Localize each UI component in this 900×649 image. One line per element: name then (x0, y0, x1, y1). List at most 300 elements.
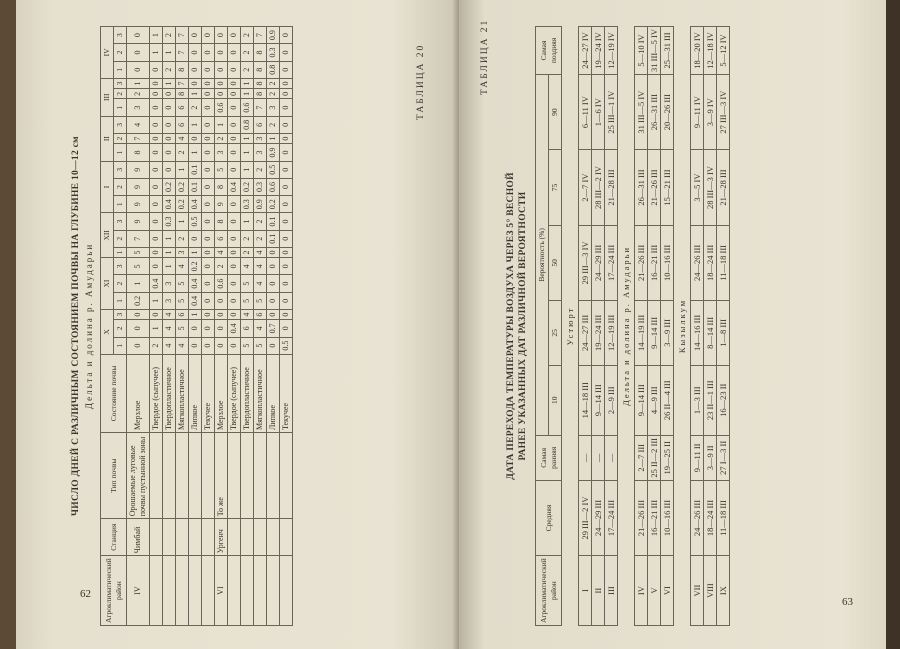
cell-district (280, 556, 293, 626)
cell-value: 0 (202, 78, 215, 88)
cell-date: 9—11 IV (691, 74, 704, 149)
cell-date: 10—16 III (661, 480, 674, 555)
cell-station (241, 519, 254, 556)
cell-value: 8 (254, 89, 267, 99)
cell-value: 0 (228, 258, 241, 275)
cell-value: 3 (254, 134, 267, 144)
cell-value: 0 (202, 116, 215, 133)
cell-value: 4 (215, 247, 228, 257)
cell-value: 0.5 (280, 337, 293, 354)
cell-value: 9 (127, 213, 150, 230)
table-row (176, 27, 189, 626)
cell-value: 0.5 (189, 213, 202, 230)
cell-value: 9 (215, 196, 228, 213)
cell-value: 0 (189, 230, 202, 247)
cell-value: 0 (150, 309, 163, 319)
header-decade: 3 (114, 116, 127, 133)
cell-value: 0 (150, 247, 163, 257)
cell-value: 4 (163, 320, 176, 337)
cell-value: 0 (280, 275, 293, 292)
header-decade: 2 (114, 230, 127, 247)
cell-station (254, 519, 267, 556)
table-row (254, 27, 267, 626)
cell-value: 0 (150, 89, 163, 99)
cell-value: 1 (267, 134, 280, 144)
cell-station (202, 519, 215, 556)
cell-station (228, 519, 241, 556)
table-caption: ЧИСЛО ДНЕЙ С РАЗЛИЧНЫМ СОСТОЯНИЕМ ПОЧВЫ НА ГЛУБИНЕ 10—12 см (71, 136, 81, 516)
cell-value: 0.3 (241, 196, 254, 213)
table-header-row (536, 27, 549, 626)
cell-value: 0.3 (163, 213, 176, 230)
table-row (241, 27, 254, 626)
cell-value: 8 (176, 89, 189, 99)
cell-date: 3—9 III (661, 301, 674, 366)
table-subcaption: Дельта и долина р. Амударьи (84, 242, 94, 410)
cell-value: 2 (163, 27, 176, 44)
table-row (267, 27, 280, 626)
cell-value: 0.5 (267, 161, 280, 178)
cell-soil-type (254, 433, 267, 519)
cell-value: 0 (280, 144, 293, 161)
cell-soil-state: Твердое (сыпучее) (228, 354, 241, 432)
cell-value: 0 (202, 44, 215, 61)
soil-state-table-body (127, 27, 293, 626)
cell-soil-type (202, 433, 215, 519)
header-p50: 50 (549, 225, 562, 300)
table-row (592, 27, 605, 626)
cell-value: 0 (228, 89, 241, 99)
cell-date: 29 III—3 IV (579, 225, 592, 300)
cell-district: VI (215, 556, 228, 626)
cell-date: 24—26 III (691, 480, 704, 555)
cell-value: 0.3 (254, 178, 267, 195)
cell-date: 5—12 IV (717, 27, 730, 75)
cell-value: 1 (163, 230, 176, 247)
cell-value: 1 (176, 161, 189, 178)
header-latest: Самая поздняя (536, 27, 562, 75)
cell-value: 0 (189, 44, 202, 61)
cell-value: 1 (241, 213, 254, 230)
cell-value: 2 (176, 230, 189, 247)
cell-value: 4 (254, 275, 267, 292)
cell-district (202, 556, 215, 626)
cell-value: 0 (280, 61, 293, 78)
table-row (704, 27, 717, 626)
header-p10: 10 (549, 365, 562, 435)
cell-date: 2—7 III (635, 435, 648, 480)
header-soil-type: Тип почвы (101, 433, 127, 519)
cell-value: 3 (267, 99, 280, 116)
cell-date: — (579, 435, 592, 480)
table-row (648, 27, 661, 626)
cell-date: 17—24 III (605, 480, 618, 555)
cell-value: 0 (280, 78, 293, 88)
cell-date: 2—9 III (605, 365, 618, 435)
cell-value: 0.9 (267, 27, 280, 44)
cell-district (150, 556, 163, 626)
cell-value: 0 (189, 61, 202, 78)
cell-date: 11—18 III (717, 225, 730, 300)
cell-station (280, 519, 293, 556)
cell-value: 9 (127, 161, 150, 178)
cell-value: 1 (189, 116, 202, 133)
cell-value: 8 (254, 78, 267, 88)
cell-value: 0.4 (228, 178, 241, 195)
header-decade: 2 (114, 178, 127, 195)
cell-value: 0 (202, 61, 215, 78)
cell-value: 1 (163, 44, 176, 61)
cell-date: 3—5 IV (691, 150, 704, 225)
cell-value: 0 (150, 196, 163, 213)
table-header-row (101, 27, 114, 626)
cell-value: 0 (215, 89, 228, 99)
cell-value: 0 (228, 99, 241, 116)
cell-value: 8 (215, 178, 228, 195)
cell-value: 0 (228, 44, 241, 61)
cell-district (267, 556, 280, 626)
cell-value: 0 (189, 134, 202, 144)
header-decade: 3 (114, 258, 127, 275)
cell-value: 0 (202, 292, 215, 309)
cell-value: 8 (254, 44, 267, 61)
cell-date: 28 III—2 IV (592, 150, 605, 225)
table-row (202, 27, 215, 626)
cell-date: 6—11 IV (579, 74, 592, 149)
cell-value: 1 (241, 144, 254, 161)
cell-value: 0 (163, 144, 176, 161)
section-title: Дельта и долина р. Амударьи (618, 27, 635, 626)
cell-value: 2 (254, 161, 267, 178)
temperature-transition-table (535, 26, 730, 626)
cell-date: 14—18 III (579, 365, 592, 435)
cell-date: — (605, 435, 618, 480)
cell-value: 0.1 (267, 213, 280, 230)
cell-value: 0 (228, 161, 241, 178)
cell-district (241, 556, 254, 626)
cell-value: 7 (176, 78, 189, 88)
cell-value: 4 (176, 134, 189, 144)
cell-date: 9—14 III (635, 365, 648, 435)
cell-date: 26—31 III (648, 74, 661, 149)
header-decade: 1 (114, 99, 127, 116)
cell-value: 0 (215, 78, 228, 88)
cell-date: 14—19 III (635, 301, 648, 366)
cell-date: 24—26 III (691, 225, 704, 300)
cell-value: 6 (176, 309, 189, 319)
header-month: XI (101, 258, 114, 310)
cell-soil-state: Мягкопластичное (176, 354, 189, 432)
cell-value: 0 (163, 116, 176, 133)
cell-value: 0 (202, 258, 215, 275)
header-decade: 1 (114, 61, 127, 78)
cell-district (176, 556, 189, 626)
header-mean: Средняя (536, 480, 562, 555)
cell-value: 0 (163, 134, 176, 144)
cell-value: 0 (202, 337, 215, 354)
cell-station (150, 519, 163, 556)
table-row (635, 27, 648, 626)
cell-value: 0.9 (267, 144, 280, 161)
cell-date: 12—19 III (605, 301, 618, 366)
cell-soil-type (150, 433, 163, 519)
cell-date: 16—23 II (717, 365, 730, 435)
cell-date: 2—7 IV (579, 150, 592, 225)
cell-date: 12—18 IV (704, 27, 717, 75)
cell-value: 0.6 (267, 178, 280, 195)
cell-station (189, 519, 202, 556)
cell-value: 6 (176, 116, 189, 133)
cell-date: 31 III—5 IV (635, 74, 648, 149)
cell-value: 7 (176, 44, 189, 61)
cell-date: 12—19 IV (605, 27, 618, 75)
cell-value: 0.2 (176, 196, 189, 213)
header-month: III (101, 78, 114, 116)
cell-value: 0 (280, 320, 293, 337)
cell-value: 4 (241, 258, 254, 275)
header-month: IV (101, 27, 114, 79)
table-row (691, 27, 704, 626)
cell-soil-state: Липкое (189, 354, 202, 432)
cell-value: 0 (150, 116, 163, 133)
cell-value: 0 (215, 337, 228, 354)
cell-station: Чимбай (127, 519, 150, 556)
cell-value: 0 (228, 213, 241, 230)
cell-value: 2 (215, 134, 228, 144)
table-21-caption-wrap (505, 26, 529, 626)
header-probability: Вероятность (%) (536, 74, 549, 435)
cell-date: 17—24 III (605, 225, 618, 300)
cell-value: 5 (215, 161, 228, 178)
cell-station: Ургенч (215, 519, 228, 556)
cell-value: 0.4 (189, 275, 202, 292)
cell-value: 0 (150, 99, 163, 116)
cell-value: 2 (215, 258, 228, 275)
header-month: X (101, 309, 114, 354)
cell-value: 4 (176, 258, 189, 275)
header-soil-state: Состояние почвы (101, 354, 127, 432)
cell-value: 0 (150, 230, 163, 247)
cell-value: 5 (254, 292, 267, 309)
cell-value: 0 (228, 27, 241, 44)
header-agro-district: Агроклиматический район (101, 556, 127, 626)
cell-value: 5 (127, 247, 150, 257)
table-tag: ТАБЛИЦА 20 (416, 43, 426, 120)
cell-soil-state: Мерзлое (215, 354, 228, 432)
cell-district: III (605, 556, 618, 626)
cell-date: 19—24 IV (592, 27, 605, 75)
cell-value: 0 (189, 27, 202, 44)
cell-date: 1—8 III (717, 301, 730, 366)
cell-value: 2 (267, 89, 280, 99)
cell-date: 9—14 III (592, 365, 605, 435)
cell-value: 3 (176, 247, 189, 257)
cell-value: 0 (127, 320, 150, 337)
cell-value: 5 (176, 275, 189, 292)
cell-value: 0 (280, 309, 293, 319)
cell-date: 16—21 III (648, 225, 661, 300)
cell-value: 0.8 (267, 61, 280, 78)
cell-value: 4 (127, 116, 150, 133)
cell-value: 2 (176, 144, 189, 161)
cell-value: 0 (280, 213, 293, 230)
header-decade: 2 (114, 44, 127, 61)
cell-value: 5 (176, 320, 189, 337)
table-21-tag-wrap (474, 0, 492, 95)
table-row (280, 27, 293, 626)
cell-value: 2 (163, 61, 176, 78)
header-agro-district: Агроклиматический район (536, 556, 562, 626)
cell-soil-type (280, 433, 293, 519)
cell-value: 0 (228, 292, 241, 309)
cell-date: 29 III—2 IV (579, 480, 592, 555)
cell-value: 0 (280, 258, 293, 275)
cell-district (189, 556, 202, 626)
cell-value: 6 (215, 230, 228, 247)
cell-value: 4 (254, 320, 267, 337)
cell-soil-type (163, 433, 176, 519)
cell-date: 8—14 III (704, 301, 717, 366)
cell-value: 8 (254, 61, 267, 78)
cell-date: 21—26 III (635, 480, 648, 555)
cell-date: 15—21 III (661, 150, 674, 225)
cell-value: 1 (163, 78, 176, 88)
header-decade: 2 (114, 89, 127, 99)
table-20-caption-wrap (70, 26, 94, 626)
cell-date: 18—20 IV (691, 27, 704, 75)
cell-value: 0 (163, 89, 176, 99)
cell-value: 6 (254, 309, 267, 319)
cell-value: 0.2 (241, 178, 254, 195)
cell-date: 28 III—3 IV (704, 150, 717, 225)
cell-value: 0 (228, 247, 241, 257)
cell-value: 0.1 (267, 230, 280, 247)
cell-date: 24—29 III (592, 480, 605, 555)
header-decade: 1 (114, 247, 127, 257)
header-p90: 90 (549, 74, 562, 149)
cell-value: 0 (202, 196, 215, 213)
cell-value: 2 (241, 61, 254, 78)
header-decade: 3 (114, 78, 127, 88)
cell-soil-type: То же (215, 433, 228, 519)
cell-value: 0 (215, 292, 228, 309)
cell-value: 0 (150, 78, 163, 88)
cell-value: 1 (241, 78, 254, 88)
cell-value: 1 (150, 44, 163, 61)
table-row (228, 27, 241, 626)
cell-value: 0 (280, 27, 293, 44)
cell-date: 25 III—1 IV (605, 74, 618, 149)
cell-date: 4—9 III (648, 365, 661, 435)
cell-date: 10—16 III (661, 225, 674, 300)
cell-value: 0 (202, 213, 215, 230)
cell-district: VIII (704, 556, 717, 626)
table-20-block (70, 26, 440, 626)
book-cover-edge-left (0, 0, 16, 649)
cell-value: 1 (163, 247, 176, 257)
cell-soil-state: Твердое (сыпучее) (150, 354, 163, 432)
cell-date: — (592, 435, 605, 480)
cell-date: 9—11 II (691, 435, 704, 480)
cell-value: 0 (280, 89, 293, 99)
cell-date: 26 II—4 III (661, 365, 674, 435)
cell-value: 0 (127, 27, 150, 44)
cell-soil-state: Текучее (280, 354, 293, 432)
cell-value: 0 (228, 134, 241, 144)
cell-date: 3—9 II (704, 435, 717, 480)
cell-value: 0 (280, 116, 293, 133)
cell-value: 0 (228, 230, 241, 247)
cell-value: 7 (176, 27, 189, 44)
cell-value: 0 (267, 247, 280, 257)
cell-value: 3 (163, 275, 176, 292)
cell-date: 24—29 III (592, 225, 605, 300)
cell-soil-type (228, 433, 241, 519)
cell-value: 0.9 (254, 196, 267, 213)
cell-date: 3—9 IV (704, 74, 717, 149)
cell-soil-state: Мерзлое (127, 354, 150, 432)
section-title: Устюрт (562, 27, 579, 626)
cell-value: 0 (228, 144, 241, 161)
cell-district (254, 556, 267, 626)
table-21-block (505, 26, 875, 626)
cell-value: 0 (202, 230, 215, 247)
table-tag: ТАБЛИЦА 21 (480, 18, 490, 95)
cell-value: 0 (163, 99, 176, 116)
header-decade: 1 (114, 144, 127, 161)
cell-date: 19—24 III (592, 301, 605, 366)
cell-date: 1—6 IV (592, 74, 605, 149)
cell-value: 2 (267, 116, 280, 133)
cell-value: 5 (176, 292, 189, 309)
cell-date: 16—21 III (648, 480, 661, 555)
section-row (674, 27, 691, 626)
header-decade: 1 (114, 292, 127, 309)
cell-soil-type (241, 433, 254, 519)
cell-value: 0 (228, 275, 241, 292)
cell-value: 8 (127, 144, 150, 161)
cell-value: 0 (189, 337, 202, 354)
cell-value: 0 (150, 134, 163, 144)
table-row (661, 27, 674, 626)
cell-value: 2 (267, 78, 280, 88)
cell-value: 0 (202, 144, 215, 161)
cell-value: 0.2 (127, 292, 150, 309)
header-decade: 2 (114, 320, 127, 337)
cell-value: 0.4 (189, 292, 202, 309)
cell-value: 0 (127, 337, 150, 354)
cell-value: 0.3 (267, 44, 280, 61)
cell-date: 1—3 III (691, 365, 704, 435)
cell-value: 0 (215, 61, 228, 78)
cell-value: 0 (215, 44, 228, 61)
cell-station (163, 519, 176, 556)
cell-value: 0.2 (267, 196, 280, 213)
cell-value: 1 (189, 89, 202, 99)
cell-value: 3 (127, 99, 150, 116)
cell-value: 9 (127, 178, 150, 195)
cell-date: 19—25 II (661, 435, 674, 480)
cell-value: 4 (176, 337, 189, 354)
cell-date: 5—10 IV (635, 27, 648, 75)
cell-value: 7 (254, 99, 267, 116)
cell-value: 0.2 (176, 178, 189, 195)
cell-value: 0 (127, 309, 150, 319)
table-row (605, 27, 618, 626)
cell-value: 2 (241, 230, 254, 247)
cell-soil-type (176, 433, 189, 519)
cell-date: 26—31 III (635, 150, 648, 225)
